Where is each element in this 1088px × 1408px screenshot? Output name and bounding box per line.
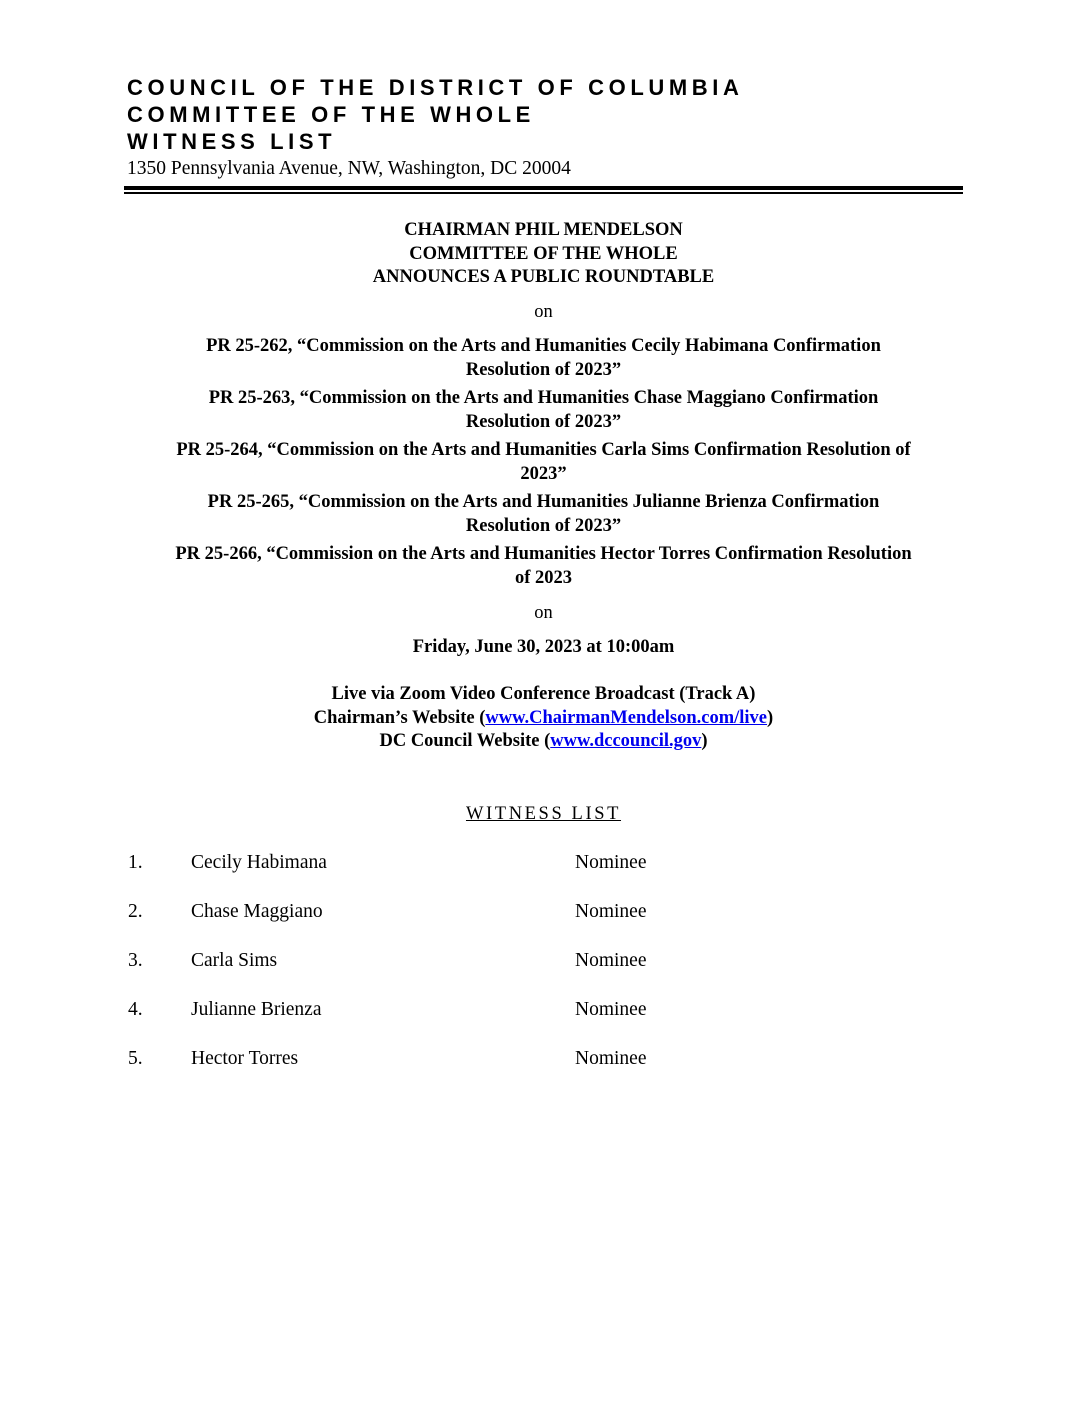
on-connector-1: on	[534, 302, 553, 322]
letterhead	[127, 74, 967, 182]
witness-name: Carla Sims	[191, 950, 278, 971]
witness-row	[0, 899, 1088, 925]
resolution-line: PR 25-264, “Commission on the Arts and Humanities Carla Sims Confirmation Resolution of	[176, 440, 911, 460]
resolution-line: 2023”	[520, 463, 567, 484]
letterhead-address: 1350 Pennsylvania Avenue, NW, Washington, DC 20004	[127, 158, 571, 179]
letterhead-committee: COMMITTEE OF THE WHOLE	[127, 102, 535, 127]
witness-name: Chase Maggiano	[191, 901, 323, 922]
witness-number: 4.	[128, 999, 143, 1020]
broadcast-block	[124, 683, 963, 754]
witness-number: 2.	[128, 901, 143, 922]
header-rule-thick	[124, 186, 963, 190]
witness-number: 5.	[128, 1048, 143, 1069]
resolution-line: Resolution of 2023”	[465, 411, 622, 432]
council-website-link[interactable]: www.dccouncil.gov	[550, 731, 702, 751]
council-website-prefix: DC Council Website (	[379, 731, 551, 751]
resolution-line: PR 25-262, “Commission on the Arts and Humanities Cecily Habimana Confirmation	[206, 336, 881, 356]
witness-name: Hector Torres	[191, 1048, 299, 1069]
witness-name: Julianne Brienza	[191, 999, 322, 1020]
resolution-item	[124, 335, 963, 382]
witness-row	[0, 997, 1088, 1023]
resolution-line: Resolution of 2023”	[465, 515, 622, 536]
event-date-time: Friday, June 30, 2023 at 10:00am	[412, 637, 675, 657]
broadcast-council-website	[124, 730, 963, 754]
announcement-roundtable: ANNOUNCES A PUBLIC ROUNDTABLE	[372, 267, 715, 287]
witness-number: 3.	[128, 950, 143, 971]
witness-role: Nominee	[575, 950, 647, 971]
letterhead-doc-type: WITNESS LIST	[127, 129, 337, 154]
resolution-line: of 2023	[514, 567, 573, 588]
resolution-line: PR 25-266, “Commission on the Arts and Humanities Hector Torres Confirmation Resolution	[175, 544, 912, 564]
witness-row	[0, 850, 1088, 876]
witness-number: 1.	[128, 852, 143, 873]
council-website-suffix: )	[701, 731, 708, 751]
announcement-block	[124, 219, 963, 290]
announcement-committee: COMMITTEE OF THE WHOLE	[409, 243, 678, 264]
resolution-line: Resolution of 2023”	[465, 359, 622, 380]
resolution-item	[124, 439, 963, 486]
resolution-line: PR 25-265, “Commission on the Arts and Humanities Julianne Brienza Confirmation	[207, 492, 880, 512]
announcement-chairman: CHAIRMAN PHIL MENDELSON	[404, 220, 683, 240]
witness-row	[0, 1046, 1088, 1072]
broadcast-zoom: Live via Zoom Video Conference Broadcast (Track A)	[331, 684, 756, 704]
witness-role: Nominee	[575, 999, 647, 1020]
chairman-website-prefix: Chairman’s Website (	[313, 707, 486, 728]
chairman-website-suffix: )	[767, 707, 774, 728]
resolution-item	[124, 491, 963, 538]
on-connector-2: on	[534, 603, 553, 623]
witness-list-heading: WITNESS LIST	[465, 804, 622, 824]
witness-role: Nominee	[575, 852, 647, 873]
resolution-item	[124, 543, 963, 590]
letterhead-council: COUNCIL OF THE DISTRICT OF COLUMBIA	[127, 75, 744, 100]
broadcast-chairman-website	[124, 707, 963, 731]
resolution-line: PR 25-263, “Commission on the Arts and Humanities Chase Maggiano Confirmation	[208, 388, 879, 408]
witness-name: Cecily Habimana	[191, 852, 327, 873]
chairman-website-link[interactable]: www.ChairmanMendelson.com/live	[485, 707, 768, 728]
witness-row	[0, 948, 1088, 974]
header-rule-thin	[124, 192, 963, 194]
witness-role: Nominee	[575, 901, 647, 922]
witness-role: Nominee	[575, 1048, 647, 1069]
resolution-item	[124, 387, 963, 434]
